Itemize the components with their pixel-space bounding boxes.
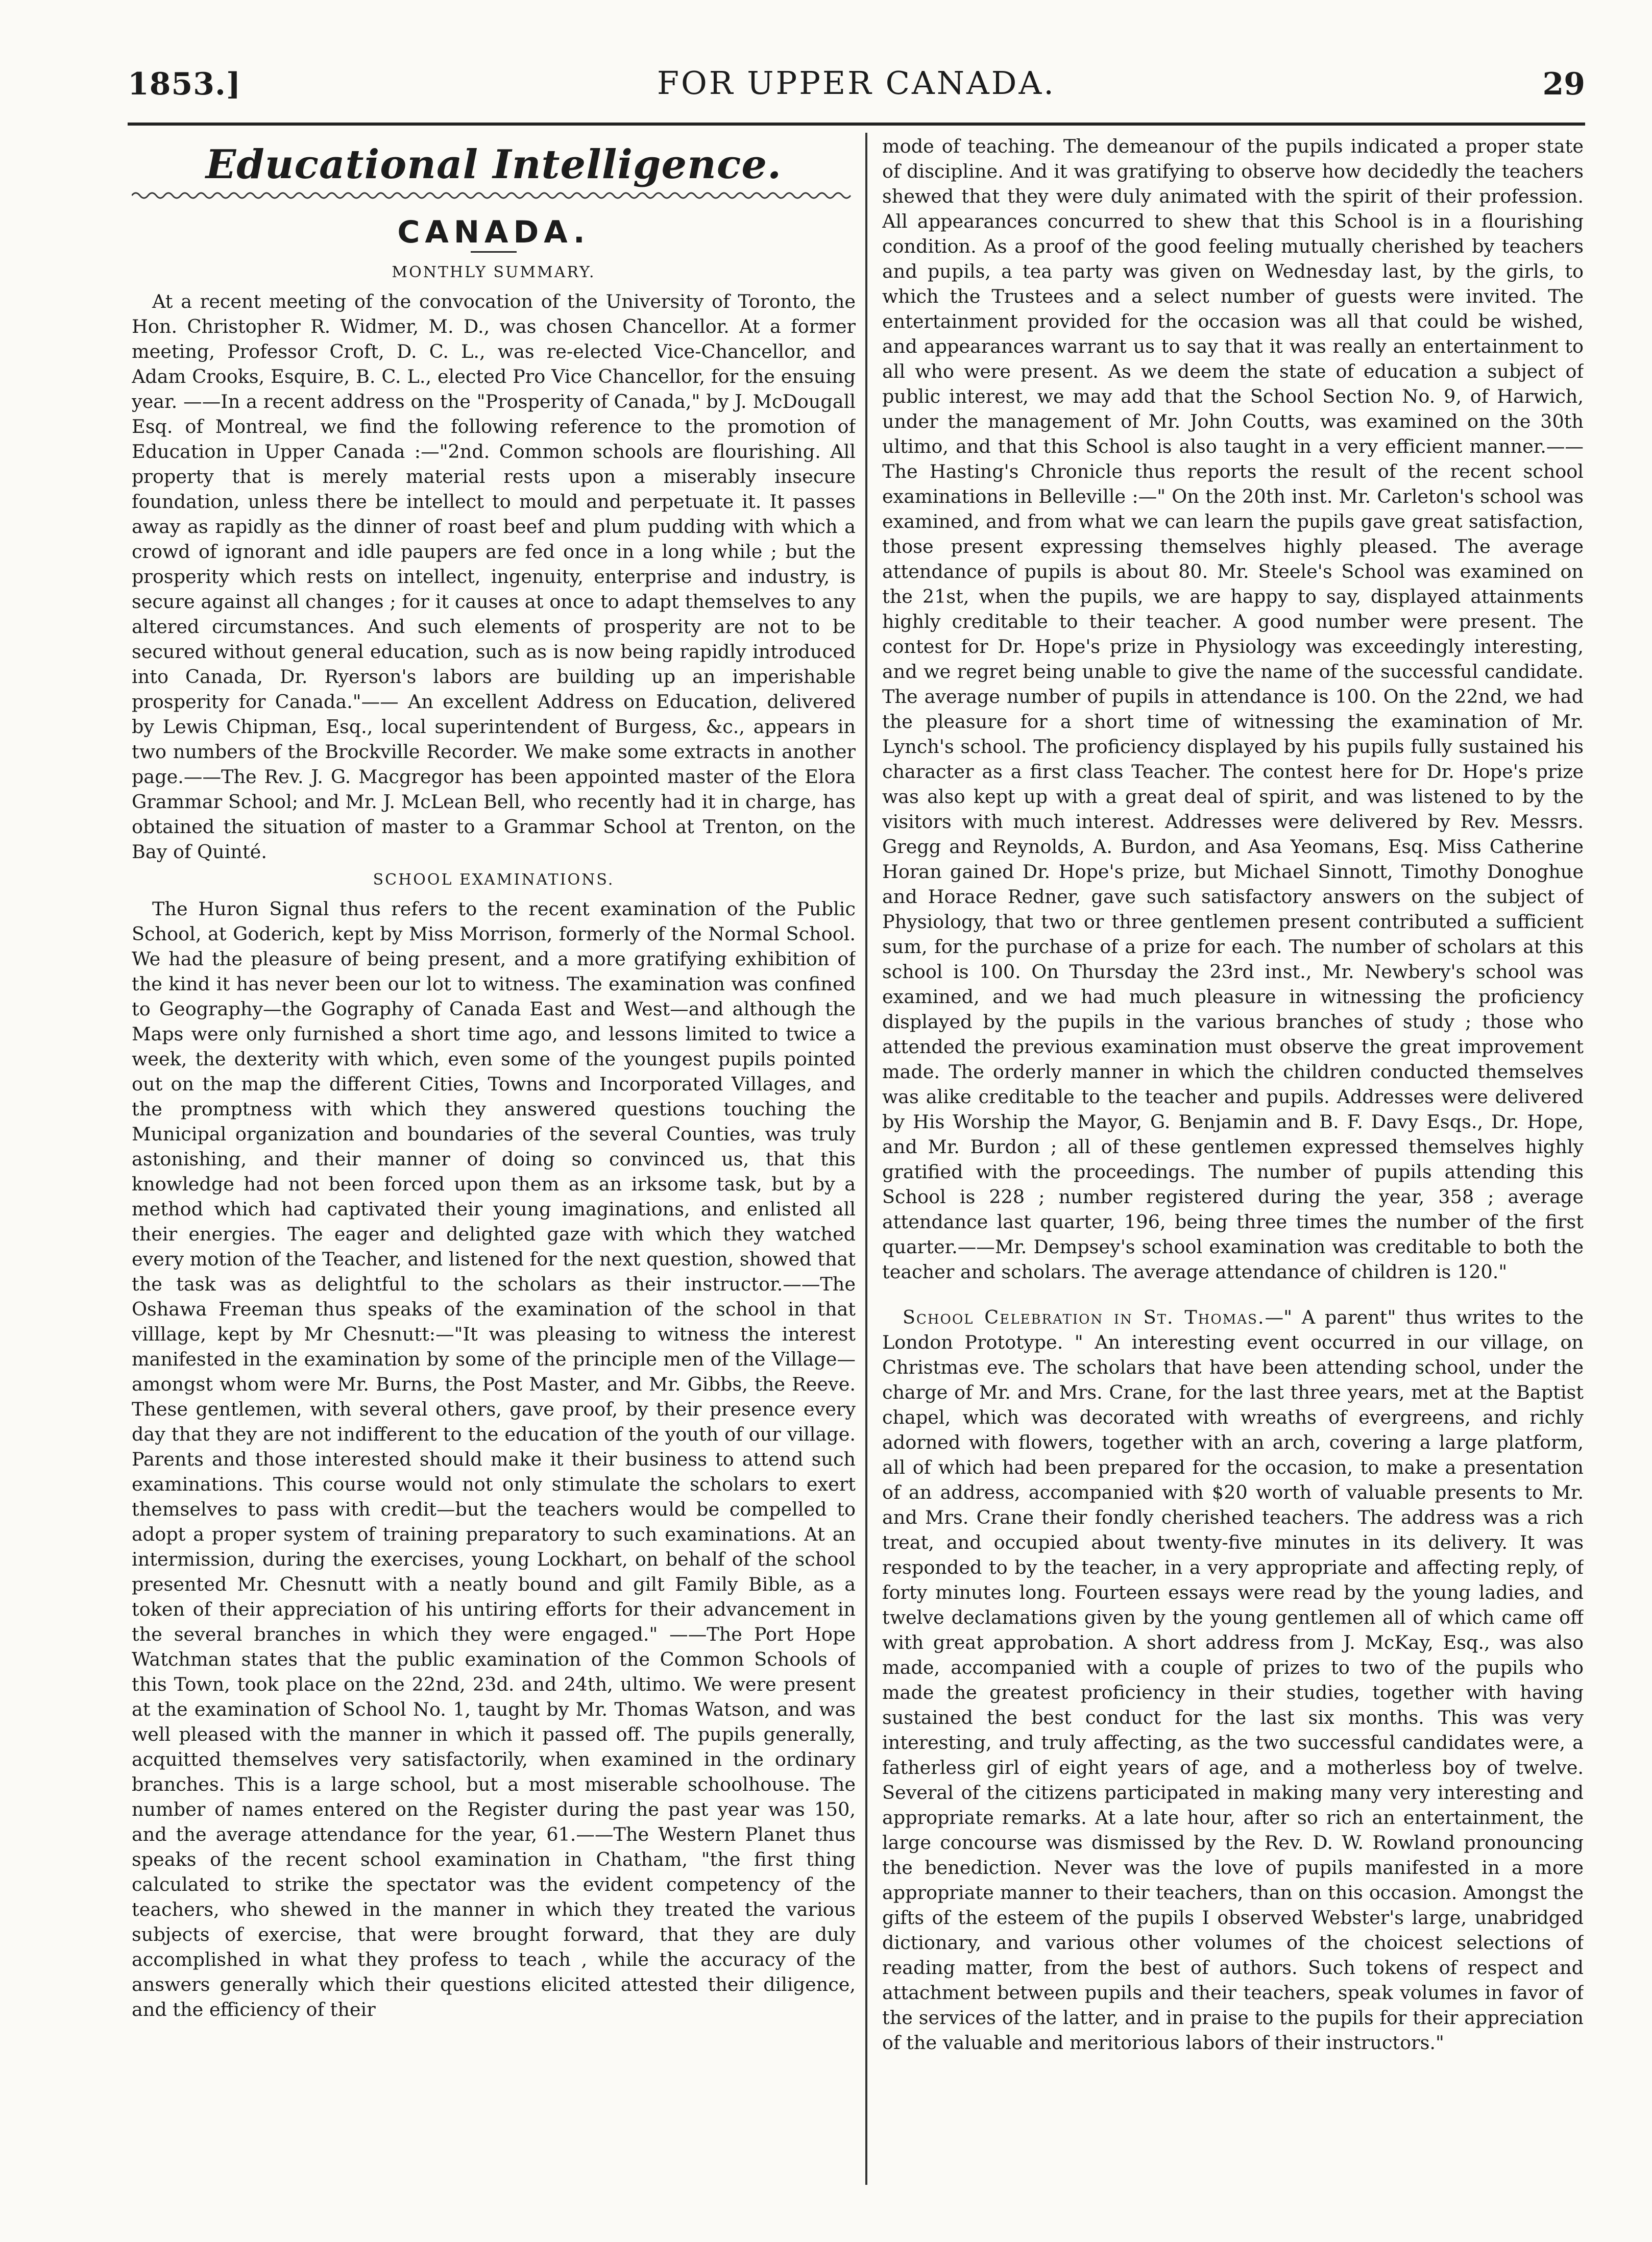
- column-divider: [865, 133, 867, 2185]
- celebration-title: School Celebration in St. Thomas.: [903, 1306, 1265, 1328]
- school-examinations-text: The Huron Signal thus refers to the recent examination of the Public School, at Goderich, kept by Miss Morrison, formerly of the Normal School. We had the pleasure of being present, and a more gratifying exhibition of the kind it has never been our lot to witness. The examination was confined to Geography—the Gography of Canada East and West—and although the Maps were only furnished a short time ago, and lessons limited to twice a week, the dexterity with which, even some of the youngest pupils pointed out on the map the different Cities, Towns and Incorporated Villages, and the promptness with which they answered questions touching the Municipal organization and boundaries of the several Counties, was truly astonishing, and their manner of doing so convinced us, that this knowledge had not been forced upon them as an irksome task, but by a method which had captivated their young imaginations, and enlisted all their energies. The eager and delighted gaze with which they watched every motion of the Teacher, and listened for the next question, showed that the task was as delightful to the scholars as their instructor.——The Oshawa Freeman thus speaks of the examination of the school in that villlage, kept by Mr Chesnutt:—"It was pleasing to witness the interest manifested in the examination by some of the principle men of the Village—amongst whom were Mr. Burns, the Post Master, and Mr. Gibbs, the Reeve. These gentlemen, with several others, gave proof, by their presence every day that they are not indifferent to the education of the youth of our village. Parents and those interested should make it their business to attend such examinations. This course would not only stimulate the scholars to exert themselves to pass with credit—but the teachers would be compelled to adopt a proper system of training preparatory to such examinations. At an intermission, during the exercises, young Lockhart, on behalf of the school presented Mr. Chesnutt with a neatly bound and gilt Family Bible, as a token of their appreciation of his untiring efforts for their advancement in the several branches in which they were engaged." ——The Port Hope Watchman states that the public examination of the Common Schools of this Town, took place on the 22nd, 23d. and 24th, ultimo. We were present at the examination of School No. 1, taught by Mr. Thomas Watson, and was well pleased with the manner in which it passed off. The pupils generally, acquitted themselves very satisfactorily, when examined in the ordinary branches. This is a large school, but a most miserable schoolhouse. The number of names entered on the Register during the past year was 150, and the average attendance for the year, 61.——The Western Planet thus speaks of the recent school examination in Chatham, "the first thing calculated to strike the spectator was the evident competency of the teachers, who shewed in the manner in which they treated the various subjects of exercise, that were brought forward, that they are duly accomplished in what they profess to teach , while the accuracy of the answers generally which their questions elicited attested their diligence, and the efficiency of their: [132, 898, 856, 2020]
- monthly-summary-text: At a recent meeting of the convocation of the University of Toronto, the Hon. Christopher R. Widmer, M. D., was chosen Chancellor. At a former meeting, Professor Croft, D. C. L., was re-elected Vice-Chancellor, and Adam Crooks, Esquire, B. C. L., elected Pro Vice Chancellor, for the ensuing year. ——In a recent address on the "Prosperity of Canada," by J. McDougall Esq. of Montreal, we find the following reference to the promotion of Education in Upper Canada :—"2nd. Common schools are flourishing. All property that is merely material rests upon a miserably insecure foundation, unless there be intellect to mould and perpetuate it. It passes away as rapidly as the dinner of roast beef and plum pudding with which a crowd of ignorant and idle paupers are fed once in a long while ; but the prosperity which rests on intellect, ingenuity, enterprise and industry, is secure against all changes ; for it causes at once to adapt themselves to any altered circumstances. And such elements of prosperity are not to be secured without general education, such as is now being rapidly introduced into Canada, Dr. Ryerson's labors are building up an imperishable prosperity for Canada."—— An excellent Address on Education, delivered by Lewis Chipman, Esq., local superintendent of Burgess, &c., appears in two numbers of the Brockville Recorder. We make some extracts in another page.——The Rev. J. G. Macgregor has been appointed master of the Elora Grammar School; and Mr. J. McLean Bell, who recently had it in charge, has obtained the situation of master to a Grammar School at Trenton, on the Bay of Quinté.: [132, 290, 856, 863]
- header-page-number: 29: [1542, 66, 1585, 102]
- section-title-canada: CANADA.: [397, 214, 590, 250]
- monthly-summary-heading: MONTHLY SUMMARY.: [392, 263, 596, 281]
- section-masthead: Educational Intelligence.: [205, 141, 782, 188]
- celebration-text: —" A parent" thus writes to the London Prototype. " An interesting event occurred in our village, on Christmas eve. The scholars that have been attending school, under the charge of Mr. and Mrs. Crane, for the last three years, met at the Baptist chapel, which was decorated with wreaths of evergreens, and richly adorned with flowers, together with an arch, covering a large platform, all of which had been prepared for the occasion, to make a presentation of an address, accompanied with $20 worth of valuable presents to Mr. and Mrs. Crane their fondly cherished teachers. The address was a rich treat, and occupied about twenty-five minutes in its delivery. It was responded to by the teacher, in a very appropriate and affecting reply, of forty minutes long. Fourteen essays were read by the young ladies, and twelve declamations given by the young gentlemen all of which came off with great approbation. A short address from J. McKay, Esq., was also made, accompanied with a couple of prizes to two of the pupils who made the greatest proficiency in their studies, together with having sustained the best conduct for the last six months. This was very interesting, and truly affecting, as the two successful candidates were, a fatherless girl of eight years of age, and a motherless boy of twelve. Several of the citizens participated in making many very interesting and appropriate remarks. At a late hour, after so rich an entertainment, the large concourse was dismissed by the Rev. D. W. Rowland pronouncing the benediction. Never was the love of pupils manifested in a more appropriate manner to their teachers, than on this occasion. Amongst the gifts of the esteem of the pupils I observed Webster's large, unabridged dictionary, and various other volumes of the choicest selections of reading matter, from the best of authors. Such tokens of respect and attachment between pupils and their teachers, speak volumes in favor of the services of the latter, and in praise to the pupils for their appreciation of the valuable and meritorious labors of their instructors.": [882, 1306, 1584, 2054]
- header-title: FOR UPPER CANADA.: [657, 64, 1056, 102]
- celebration-paragraph: [882, 1305, 1584, 2055]
- left-column: [132, 134, 856, 2191]
- short-rule: [471, 251, 517, 253]
- wavy-rule: [132, 188, 856, 203]
- header-year: 1853.]: [128, 66, 241, 102]
- header-rule: [128, 123, 1585, 126]
- continued-text: mode of teaching. The demeanour of the pupils indicated a proper state of discipline. And it was gratifying to observe how decidedly the teachers shewed that they were duly animated with the spirit of their profession. All appearances concurred to shew that this School is in a flourishing condition. As a proof of the good feeling mutually cherished by teachers and pupils, a tea party was given on Wednesday last, by the girls, to which the Trustees and a select number of guests were invited. The entertainment provided for the occasion was all that could be wished, and appearances warrant us to say that it was really an entertainment to all who were present. As we deem the state of education a subject of public interest, we may add that the School Section No. 9, of Harwich, under the management of Mr. John Coutts, was examined on the 30th ultimo, and that this School is also taught in a very efficient manner.——The Hasting's Chronicle thus reports the result of the recent school examinations in Belleville :—" On the 20th inst. Mr. Carleton's school was examined, and from what we can learn the pupils gave great satisfaction, those present expressing themselves highly pleased. The average attendance of pupils is about 80. Mr. Steele's School was examined on the 21st, when the pupils, we are happy to say, displayed attainments highly creditable to their teacher. A good number were present. The contest for Dr. Hope's prize in Physiology was exceedingly interesting, and we regret being unable to give the name of the successful candidate. The average number of pupils in attendance is 100. On the 22nd, we had the pleasure for a short time of witnessing the examination of Mr. Lynch's school. The proficiency displayed by his pupils fully sustained his character as a first class Teacher. The contest here for Dr. Hope's prize was also kept up with a great deal of spirit, and was listened to by the visitors with much interest. Addresses were delivered by Rev. Messrs. Gregg and Reynolds, A. Burdon, and Asa Yeomans, Esq. Miss Catherine Horan gained Dr. Hope's prize, but Michael Sinnott, Timothy Donoghue and Horace Redner, gave such satisfactory answers on the subject of Physiology, that two or three gentlemen present contributed a sufficient sum, for the purchase of a prize for each. The number of scholars at this school is 100. On Thursday the 23rd inst., Mr. Newbery's school was examined, and we had much pleasure in witnessing the proficiency displayed by the pupils in the various branches of study ; those who attended the previous examination must observe the great improvement made. The orderly manner in which the children conducted themselves was alike creditable to the teacher and pupils. Addresses were delivered by His Worship the Mayor, G. Benjamin and B. F. Davy Esqs., Dr. Hope, and Mr. Burdon ; all of these gentlemen expressed themselves highly gratified with the proceedings. The number of pupils attending this School is 228 ; number registered during the year, 358 ; average attendance last quarter, 196, being three times the number of the first quarter.——Mr. Dempsey's school examination was creditable to both the teacher and scholars. The average attendance of children is 120.": [882, 135, 1584, 1283]
- page-header: [128, 60, 1585, 111]
- school-examinations-heading: SCHOOL EXAMINATIONS.: [373, 871, 615, 889]
- right-column: [882, 134, 1584, 2191]
